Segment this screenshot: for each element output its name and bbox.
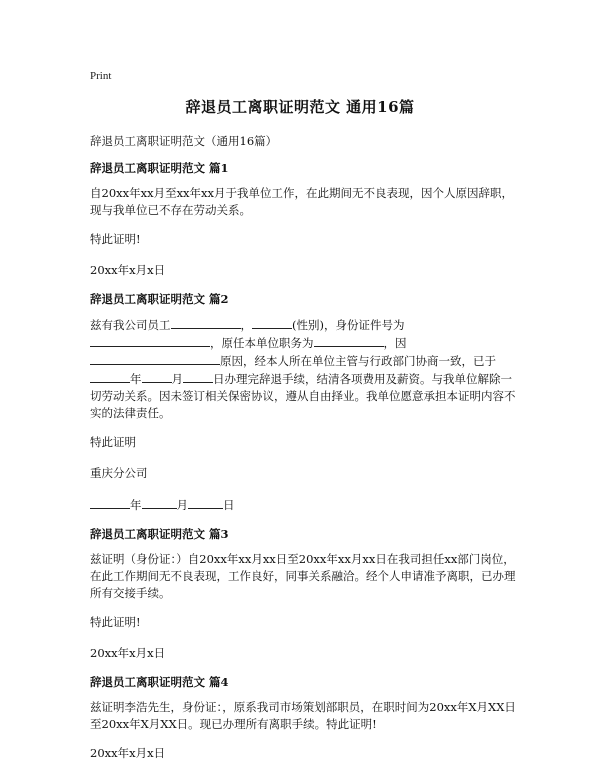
- section-date-3: 20xx年x月x日: [90, 646, 166, 660]
- section-body-1: 自20xx年xx月至xx年xx月于我单位工作，在此期间无不良表现，因个人原因辞职，现与我单位已不存在劳动关系。: [90, 186, 514, 217]
- blank-gender: [252, 316, 292, 329]
- section-closing-3: 特此证明!: [90, 615, 141, 629]
- company-name: 重庆分公司: [90, 466, 148, 480]
- blank-month: [142, 370, 172, 383]
- section-heading-4: 辞退员工离职证明范文 篇4: [90, 675, 229, 689]
- blank-year: [90, 370, 130, 383]
- body-text: ，因: [383, 336, 407, 350]
- section-closing-1: 特此证明!: [90, 232, 141, 246]
- section-body-2: [90, 316, 518, 422]
- body-text: 年: [130, 372, 142, 386]
- blank-date-year: [90, 496, 130, 509]
- section-closing-2: 特此证明: [90, 435, 136, 449]
- date-month-label: 月: [176, 498, 188, 512]
- section-heading-2: 辞退员工离职证明范文 篇2: [90, 292, 229, 306]
- blank-position: [314, 334, 384, 347]
- document-content: [90, 133, 518, 774]
- body-text: ，: [210, 336, 222, 350]
- body-text: 日办理完辞退手续，结清各项费用及薪资。与我单位解除一切劳动关系。因未签订相关保密协议，遵从自由择业。我单位愿意承担本证明内容不实的法律责任。: [90, 372, 516, 420]
- date-day-label: 日: [223, 498, 235, 512]
- blank-day: [183, 370, 213, 383]
- body-text: ，: [240, 318, 252, 332]
- section-date-1: 20xx年x月x日: [90, 263, 166, 277]
- section-date-4: 20xx年x月x日: [90, 746, 166, 760]
- body-text: 原任本单位职务为: [221, 336, 314, 350]
- blank-id-number: [90, 334, 210, 347]
- section-body-4: 兹证明李浩先生，身份证：，原系我司市场策划部职员，在职时间为20xx年X月XX日至20xx年X月XX日。现已办理所有离职手续。特此证明!: [90, 700, 516, 731]
- blank-reason: [90, 352, 220, 365]
- blank-date-day: [188, 496, 223, 509]
- document-subtitle: 辞退员工离职证明范文（通用16篇）: [90, 134, 278, 148]
- section-date-2: [90, 496, 518, 514]
- section-body-3: 兹证明（身份证：）自20xx年xx月xx日至20xx年xx月xx日在我司担任xx部门岗位，在此工作期间无不良表现，工作良好，同事关系融洽。经个人申请准予离职，已办理所有交接手续。: [90, 552, 516, 600]
- page-title: 辞退员工离职证明范文 通用16篇: [185, 98, 415, 116]
- print-label: Print: [90, 70, 112, 82]
- date-year-label: 年: [130, 498, 142, 512]
- section-heading-1: 辞退员工离职证明范文 篇1: [90, 161, 229, 175]
- body-text: (性别)，身份证件号为: [292, 318, 405, 332]
- body-text: 月: [171, 372, 183, 386]
- blank-date-month: [142, 496, 177, 509]
- section-heading-3: 辞退员工离职证明范文 篇3: [90, 527, 229, 541]
- body-text: 兹有我公司员工: [90, 318, 171, 332]
- body-text: 原因，经本人所在单位主管与行政部门协商一致，已于: [220, 354, 496, 368]
- blank-name: [171, 316, 241, 329]
